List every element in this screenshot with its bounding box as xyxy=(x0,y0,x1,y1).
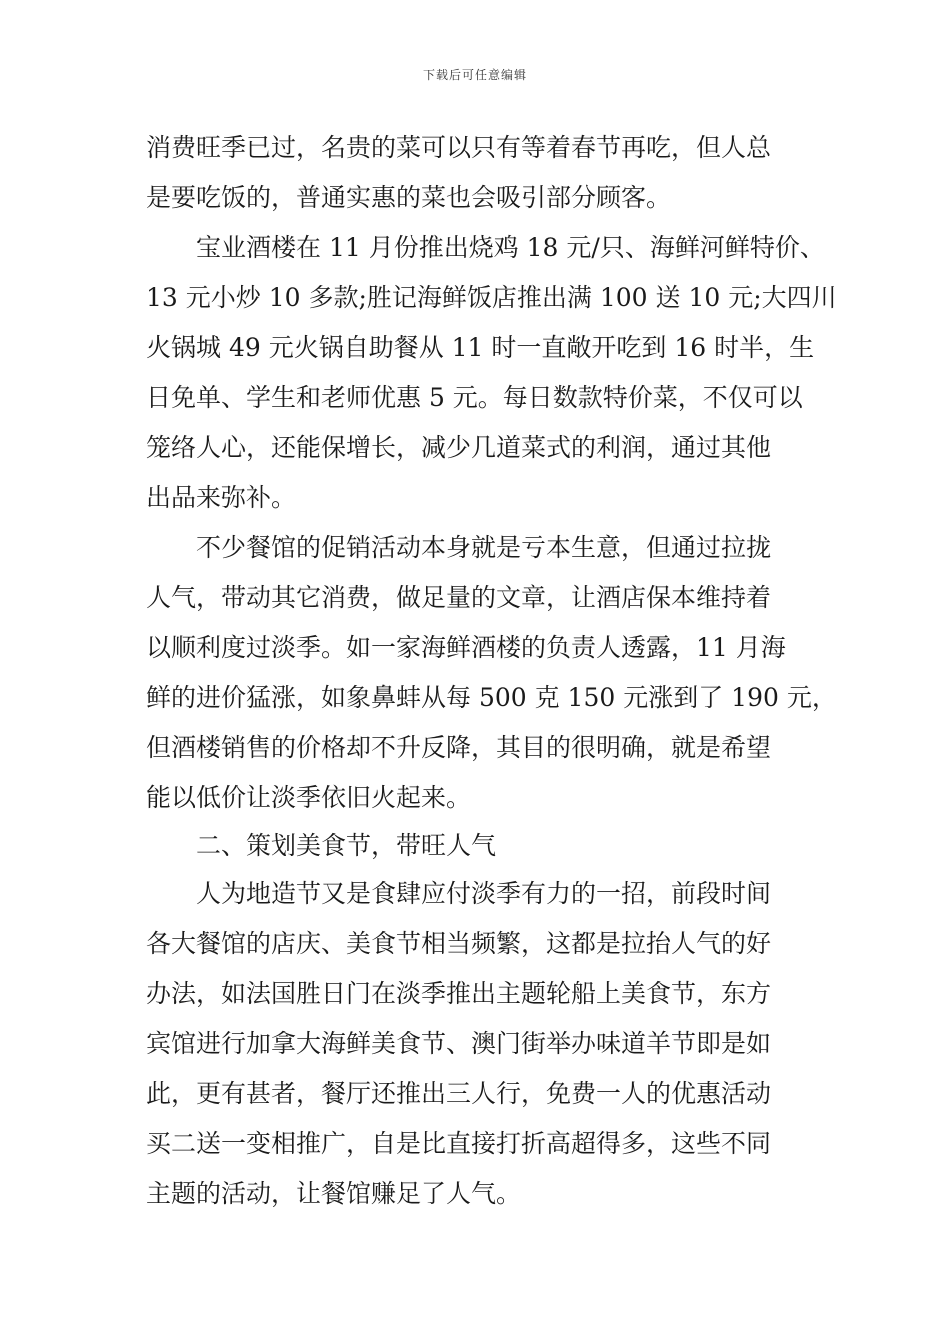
section-heading: 二、策划美食节，带旺人气 xyxy=(196,831,497,860)
text-line: 办法，如法国胜日门在淡季推出主题轮船上美食节，东方 xyxy=(146,979,772,1008)
text-line: 宝业酒楼在 11 月份推出烧鸡 18 元/只、海鲜河鲜特价、 xyxy=(196,233,825,262)
text-line: 火锅城 49 元火锅自助餐从 11 时一直敞开吃到 16 时半，生 xyxy=(146,333,815,362)
text-line: 是要吃饭的，普通实惠的菜也会吸引部分顾客。 xyxy=(146,183,672,212)
text-line: 出品来弥补。 xyxy=(146,483,297,512)
text-line: 买二送一变相推广，自是比直接打折高超得多，这些不同 xyxy=(146,1129,772,1158)
text-line: 此，更有甚者，餐厅还推出三人行，免费一人的优惠活动 xyxy=(146,1079,772,1108)
text-line: 笼络人心，还能保增长，减少几道菜式的利润，通过其他 xyxy=(146,433,772,462)
text-line: 日免单、学生和老师优惠 5 元。每日数款特价菜，不仅可以 xyxy=(146,383,803,412)
text-line: 消费旺季已过，名贵的菜可以只有等着春节再吃，但人总 xyxy=(146,133,772,162)
text-line: 但酒楼销售的价格却不升反降，其目的很明确，就是希望 xyxy=(146,733,772,762)
text-line: 不少餐馆的促销活动本身就是亏本生意，但通过拉拢 xyxy=(196,533,772,562)
text-line: 13 元小炒 10 多款;胜记海鲜饭店推出满 100 送 10 元;大四川 xyxy=(146,283,837,312)
text-line: 以顺利度过淡季。如一家海鲜酒楼的负责人透露，11 月海 xyxy=(146,633,786,662)
text-line: 鲜的进价猛涨，如象鼻蚌从每 500 克 150 元涨到了 190 元， xyxy=(146,683,837,712)
text-line: 各大餐馆的店庆、美食节相当频繁，这都是拉抬人气的好 xyxy=(146,929,772,958)
text-line: 人气，带动其它消费，做足量的文章，让酒店保本维持着 xyxy=(146,583,772,612)
text-line: 能以低价让淡季依旧火起来。 xyxy=(146,783,472,812)
text-line: 主题的活动，让餐馆赚足了人气。 xyxy=(146,1179,522,1208)
text-line: 宾馆进行加拿大海鲜美食节、澳门街举办味道羊节即是如 xyxy=(146,1029,772,1058)
page-header: 下载后可任意编辑 xyxy=(422,68,527,82)
text-line: 人为地造节又是食肆应付淡季有力的一招，前段时间 xyxy=(196,879,772,908)
